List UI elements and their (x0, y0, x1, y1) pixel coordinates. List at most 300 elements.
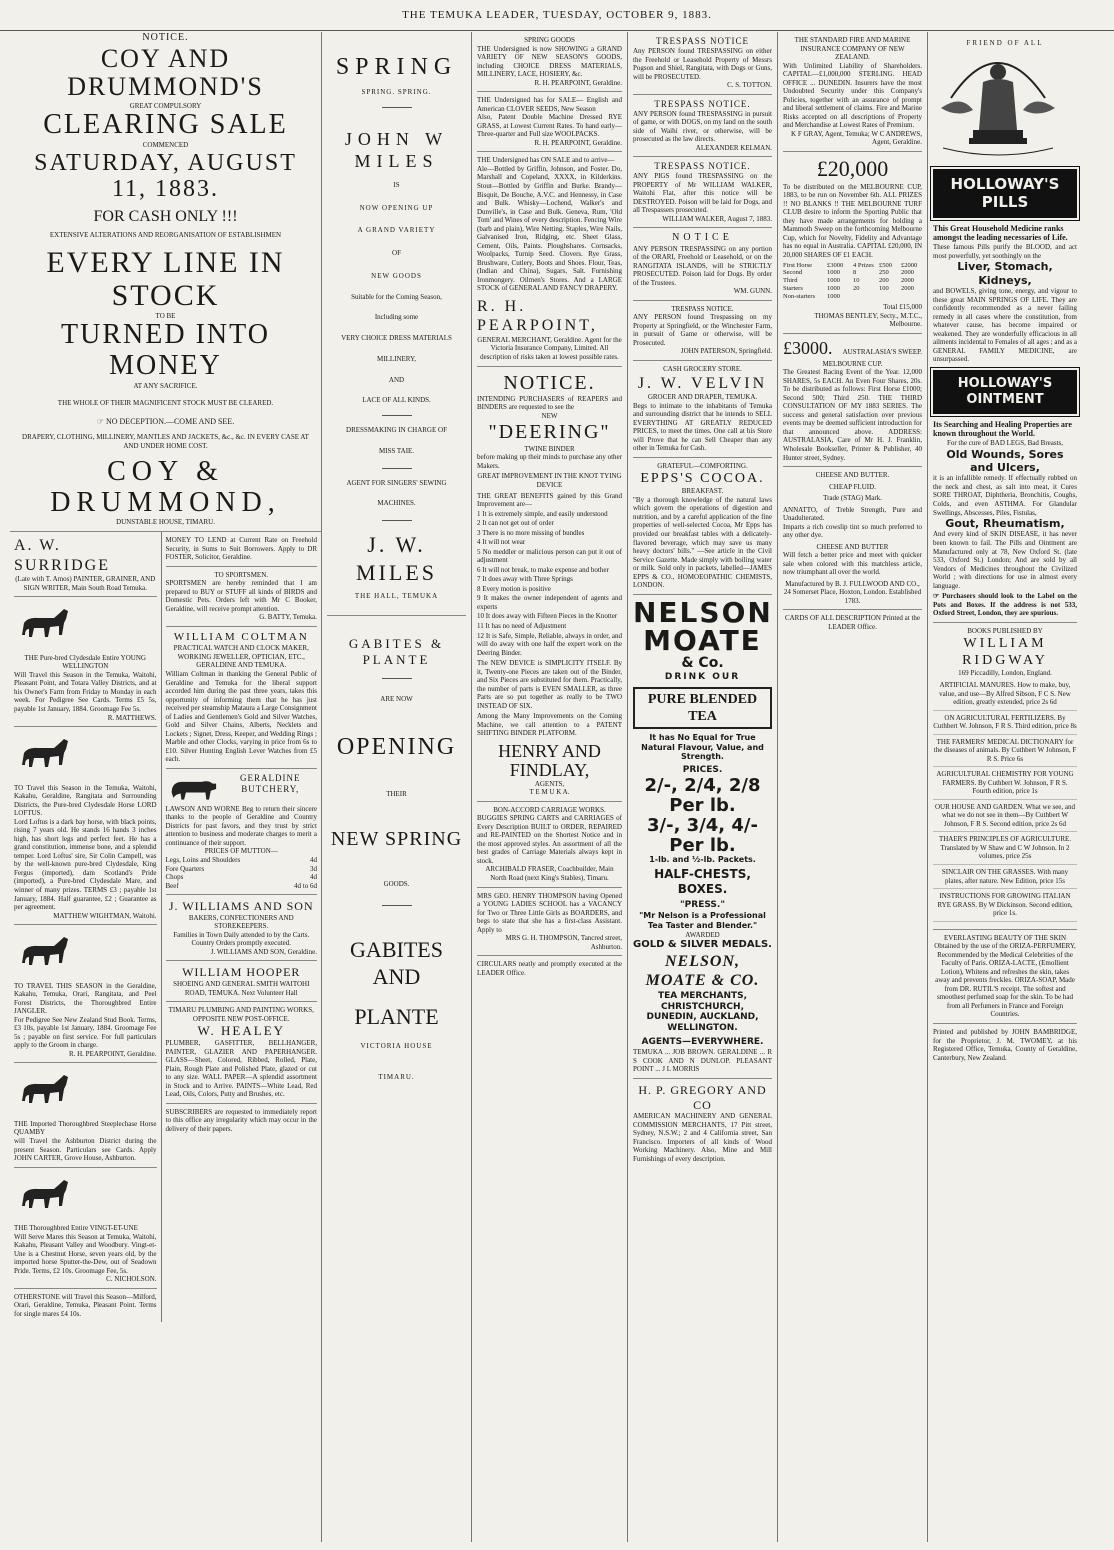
horse1-body: Will Travel this Season in the Temuka, Waitohi, Pleasant Point, and Totara Valley Districts, and at his Owner's Farm from Friday to Monday in each week. For Pedigree See Cards. Terms £5 5s, payable 1st January, 1884. Groomage Fee 5s. (14, 670, 157, 714)
prize-cell: 20 (853, 285, 860, 293)
pointing-hand-icon: ☞ (933, 592, 943, 601)
press-quote: "Mr Nelson is a Professional Tea Taster and Blender." (639, 911, 766, 931)
trade-mark: Trade (STAG) Mark. (823, 494, 882, 503)
pearpoint-subtitle: GENERAL MERCHANT, Geraldine. Agent for the Victoria Insurance Company, Limited. All description of risks taken at lowest possible rates. (477, 335, 622, 361)
holloway-pills-banner: HOLLOWAY'S PILLS (933, 169, 1077, 218)
column-1b (162, 532, 321, 1322)
prize-cell: £2000 (901, 261, 918, 269)
mutton-price-list (166, 856, 317, 882)
no-deception (14, 417, 317, 427)
gregory-body: AMERICAN MACHINERY AND GENERAL COMMISSION MERCHANTS, 17 Pitt street, Sydney, N.S.W.; 2 and 4 California street, San Francisco. Importers of all kinds of Wood Working Machinery. Also, Mine and Mill Furnishings of every description. (633, 1112, 772, 1163)
deering-device: The NEW DEVICE is SIMPLICITY ITSELF. By it, Twenty-one Pieces are taken out of the Binder, and Six Pieces are substituted for them. Practically, the number of parts is EVEN SMALLER, as three Parts are so put together as really to be TWO INSTEAD OF SIX. (477, 659, 622, 710)
deering-twine: TWINE BINDER (524, 444, 575, 453)
miles-opening: NOW OPENING UP (359, 203, 434, 212)
annatto-body: Imparts a rich cowslip tint so much preferred to any other dye. (783, 522, 922, 540)
ridgway-books-ad (933, 623, 1077, 930)
mutton-price-row (166, 856, 317, 865)
medals: GOLD & SILVER MEDALS. (633, 939, 772, 951)
pearpoint-signature-1: R. H. PEARPOINT, Geraldine. (534, 78, 622, 87)
coy-signature: COY & DRUMMOND, (50, 455, 281, 518)
purchasers-note (933, 592, 1077, 618)
coltman-body: William Coltman in thanking the General Public of Geraldine and Temuka for the liberal support accorded him during the past three years, takes this opportunity of informing them that he has just received per steamship Mataura a Large Consignment of Ladies and Gentlemen's Gold and Silver Watches, Gold and Silver Chains, Alberts, Necklets and Lockets ; Signet, Dress, Keeper, and Wedding Rings ; Marble and other Clocks, varying in price from 6s to £10. Silver Hunting English Lever Watches from £5 each. (165, 669, 317, 764)
masthead: THE TEMUKA LEADER, TUESDAY, OCTOBER 9, 1883. (0, 0, 1114, 31)
bon-accord-heading: BON-ACCORD CARRIAGE WORKS. (493, 805, 606, 814)
gregory-name: H. P. GREGORY AND CO (638, 1082, 767, 1112)
drink-our: DRINK OUR (664, 671, 741, 682)
trespass-4-body: ANY PERSON found Trespassing on my Property at Springfield, or the Winchester Farm, in pursuit of Game or otherwise, will be Prosecuted. (633, 313, 772, 347)
horse3-body: For Pedigree See New Zealand Stud Book. Terms, £3 10s, payable 1st January, 1884. Groomage Fee 5s ; payable on first service. For full particulars apply to the Groom in charge. (14, 1015, 157, 1050)
prize-cell: 100 (879, 285, 889, 293)
miles-hall: THE HALL, TEMUKA (354, 592, 439, 600)
dunedin-auckland: DUNEDIN, AUCKLAND, (646, 1012, 759, 1023)
friend-of-all-text: FRIEND OF ALL (966, 38, 1044, 47)
half-chests: HALF-CHESTS, BOXES. (654, 867, 751, 896)
prize-cell: £500 (879, 261, 892, 269)
healey-ad (166, 1002, 317, 1104)
epps-grateful: GRATEFUL—COMFORTING. (657, 461, 748, 470)
trespass-1 (633, 32, 772, 95)
prize-cell: Third (783, 277, 798, 285)
extensive-alterations: EXTENSIVE ALTERATIONS AND REORGANISATION OF ESTABLISHMEN (49, 230, 282, 239)
prize-cell: 1000 (827, 293, 840, 301)
clearing-sale: CLEARING SALE (43, 109, 288, 141)
williams-name: J. WILLIAMS AND SON (168, 899, 314, 914)
trespass-1-body: Any PERSON found TRESPASSING on either the Freehold or Leasehold Property of Messrs Pogson and Shiel, Rangitata, with Dogs or Guns, will be PROSECUTED. (633, 46, 772, 81)
old-wounds-line: Old Wounds, Sores and Ulcers, (946, 447, 1064, 474)
spring-goods-ad (477, 32, 622, 92)
prize-cell (853, 293, 879, 301)
standard-body: With Unlimited Liability of Shareholders. CAPITAL—£1,000,000 STERLING. HEAD OFFICE ... DUNEDIN. Insurers have the most Undoubted Security under this Company's Policies, together with an assurance of prompt and liberal settlement of claims. Fire and Marine Risks accepted on all descriptions of Property and Merchandise at Lowest Rates of Premium. (783, 61, 922, 130)
prize-cell (879, 293, 901, 301)
book-entry: ARTIFICIAL MANURES. How to make, buy, value, and use—By Alfred Sibson, F C S. New edition, greatly extended, price 2s 6d (933, 681, 1077, 711)
miles-name: JOHN W MILES (344, 128, 449, 172)
deering-agents: AGENTS, (534, 779, 565, 788)
standard-signature: K F GRAY, Agent, Temuka; W C ANDREWS, Agent, Geraldine. (791, 129, 922, 147)
otherstone-body: OTHERSTONE will Travel this Season—Milford, Orari, Geraldine, Temuka, Pleasant Point. Terms for single mares £4 10s. (14, 1292, 157, 1318)
deering-temuka: T E M U K A. (529, 788, 570, 797)
miles-millinery: MILLINERY, (377, 354, 416, 363)
nelson-word: NELSON (633, 595, 773, 629)
any-sacrifice: AT ANY SACRIFICE. (133, 381, 198, 390)
sportsmen-body: SPORTSMEN are hereby reminded that I am prepared to BUY or STUFF all kinds of BIRDS and Domestic Pets. Orders left with Mr C Booker, Geraldine, will receive prompt attention. (165, 579, 317, 613)
mutton-price: 4d (310, 873, 317, 882)
drapery-line: DRAPERY, CLOTHING, MILLINERY, MANTLES AND JACKETS, &c., &c. IN EVERY CASE AT AND UNDER HOME COST. (22, 433, 309, 451)
cheese-body: Will fetch a better price and meet with quicker sale when colored with this matchless article, now triumphant all over the world. (783, 551, 922, 577)
jangler-ad (14, 925, 157, 1063)
book-entry: AGRICULTURAL CHEMISTRY FOR YOUNG FARMERS. By Cuthbert W. Johnson, F R S. Fourth edition, price 1s (933, 770, 1077, 800)
cheese-heading-1: CHEESE AND BUTTER. (815, 471, 890, 480)
pills-body-2: and BOWELS, giving tone, energy, and vigour to these great MAIN SPRINGS OF LIFE. They are confidently recommended as a never failing remedy in all cases where the constitution, from whatever cause, has become impaired or weakened. They are wonderfully efficacious in all ailments incidental to Females of all ages ; and as a GENERAL FAMILY MEDICINE, are unsurpassed. (933, 287, 1077, 364)
deering-benefit-item: 6 It will not break, to make expense and bother (477, 565, 609, 574)
horse-icon (14, 735, 74, 777)
ridgway-name: WILLIAM RIDGWAY (962, 636, 1048, 669)
cash-only: FOR CASH ONLY !!! (93, 207, 238, 225)
coltman-name: WILLIAM COLTMAN (173, 630, 309, 643)
ointment-for: For the cure of BAD LEGS, Bad Breasts, (946, 439, 1064, 448)
price-line-1: 2/-, 2/4, 2/8 Per lb. (644, 775, 761, 816)
thompson-signature: MRS G. H. THOMPSON, Tancred street, Ashburton. (505, 934, 622, 951)
pearpoint-big-name: R. H. PEARPOINT, (477, 297, 598, 335)
horse2-title: TO Travel this Season in the Temuka, Waitohi, Kakahu, Geraldine, Rangitata and Surrounding Districts, the Pure-bred Clydesdale Horse LORD LOFTUS. (14, 783, 157, 818)
lord-loftus-ad (14, 727, 157, 925)
nelson-moate-ad (633, 595, 772, 1079)
trespass-1-signature: C. S. TOTTON. (727, 81, 772, 90)
christchurch: CHRISTCHURCH, (661, 1001, 744, 1012)
williams-signature: J. WILLIAMS AND SON, Geraldine. (210, 947, 317, 956)
horse-icon (14, 605, 74, 647)
moate-word: MOATE (643, 623, 762, 657)
prize-cell: 2000 (901, 285, 914, 293)
orari-notice-heading: NOTICE (672, 232, 733, 244)
gabites-ad (327, 615, 466, 1082)
every-line: EVERY LINE IN STOCK (46, 245, 285, 312)
beauty-body: Obtained by the use of the ORIZA-PERFUMERY, Recommended by the Medical Celebrities of the Faculty of Paris. ORIZA-LACTE, (Emollient Lotion), Whitens and refreshes the skin, takes away and prevents freckles. ORIZA-SOAP, Made from DR. RUTIL'S receipt. The softest and smoothest perfumed soap for the skin. To be had from all Perfumers in France and Foreign Countries. (934, 942, 1076, 1019)
trespass-3 (633, 157, 772, 228)
beef-row (166, 882, 317, 891)
prize-cell: 10 (853, 277, 860, 285)
miles-variety: A GRAND VARIETY (357, 226, 436, 235)
deering-benefit-item: 2 It can not get out of order (477, 519, 554, 528)
gp-new-spring: NEW SPRING (330, 827, 463, 850)
deering-benefit-item: 8 Every motion is positive (477, 584, 551, 593)
mutton-cut: Chops (165, 873, 184, 882)
tea-merchants: TEA MERCHANTS, (657, 990, 748, 1001)
horse-icon (14, 933, 74, 975)
mutton-price-row (166, 873, 317, 882)
sweep-body: The Greatest Racing Event of the Year. 12,000 SHARES, 5s EACH. An Even Four Shares, 20s. To be distributed as follows: First Horse £1000; Second 500; Third 250. THE THIRD CONSULTATION OF MY 1883 SERIES. The success and general satisfaction over previous events may be deemed sufficient introduction for that announced above. ADDRESS: AUSTRALASIA, Care of Mr H. J. Franklin, Wholesale Bookseller, Printer & Publisher, 40 Hunter street, Sydney. (783, 368, 922, 462)
miles-ad (327, 32, 466, 601)
separator (382, 468, 412, 469)
sportsmen-heading: TO SPORTSMEN. (214, 570, 269, 579)
bon-accord-ad (477, 802, 622, 888)
prize-cell: 1000 (827, 285, 840, 293)
coltman-subtitle: PRACTICAL WATCH AND CLOCK MAKER, WORKING JEWELLER, OPTICIAN, ETC., GERALDINE AND TEMUKA. (173, 644, 309, 670)
epps-breakfast: BREAKFAST. (681, 487, 724, 496)
williams-body: Families in Town Daily attended to by the Carts. Country Orders promptly executed. (173, 930, 310, 948)
mutton-price: 4d (310, 856, 317, 865)
deering-benefit-item: 1 It is extremely simple, and easily understood (477, 509, 608, 518)
trespass-4 (633, 301, 772, 361)
book-entry: THE FARMERS' MEDICAL DICTIONARY for the diseases of animals. By Cuthbert W Johnson, F R S. Price 6s (933, 738, 1077, 768)
no-equal: It has No Equal for True Natural Flavour, Value, and Strength. (641, 732, 764, 762)
jw-miles-signature: J. W. MILES (356, 532, 437, 585)
holloway-ad (933, 32, 1077, 623)
friend-of-all-emblem-icon (933, 38, 1063, 168)
wellington: WELLINGTON. (667, 1023, 738, 1034)
gp-their: THEIR (386, 790, 407, 798)
velvin-body: Begs to intimate to the inhabitants of Temuka and surrounding district that he intends to SELL EVERYTHING AT GREATLY REDUCED PRICES, to meet the times. One call at his Store will Prove that he can Sell Cheaper than any other in Temuka for Cash. (633, 401, 772, 453)
trespass-1-heading: TRESPASS NOTICE (656, 36, 749, 46)
orari-notice (633, 228, 772, 300)
gp-victoria: VICTORIA HOUSE (360, 1042, 433, 1050)
column-1-subcolumns (10, 532, 321, 1322)
horse-icon (14, 1071, 74, 1113)
butchery-body: LAWSON AND WORNE Beg to return their sincere thanks to the people of Geraldine and Country Districts for past favors, and they trust by strict attention to business and moderate charges to merit a continuance of their support. (165, 804, 317, 847)
deering-benefit-list (477, 510, 622, 658)
deering-benefit-item: 5 No meddler or malicious person can put it out of adjustment (477, 547, 622, 565)
horse5-title: THE Thoroughbred Entire VINGT-ET-UNE (14, 1224, 138, 1233)
prize-cell: Second (783, 269, 803, 277)
book-list (933, 681, 1077, 922)
separator (382, 415, 412, 416)
dunstable-house: DUNSTABLE HOUSE, TIMARU. (116, 518, 215, 527)
miles-miss-taie: MISS TAIE. (378, 446, 415, 455)
deering-ad (477, 367, 622, 802)
circulars-ad (477, 956, 622, 981)
prize-cell: £3000 (827, 261, 844, 269)
spring-goods-heading: SPRING GOODS (524, 36, 575, 44)
hooper-subtitle: SHOEING AND GENERAL SMITH WAITOHI ROAD, TEMUKA. Next Volunteer Hall (173, 980, 310, 997)
whole-stock: THE WHOLE OF THEIR MAGNIFICENT STOCK MUST BE CLEARED. (57, 398, 274, 407)
trespass-3-signature: WILLIAM WALKER, August 7, 1883. (662, 214, 772, 223)
three-thousand: £3000. (783, 337, 833, 358)
thompson-body: MRS GEO. HENRY THOMPSON having Opened a YOUNG LADIES SCHOOL has a VACANCY for Two or Three Little Girls as BOARDERS, and begs to state that she has a first-class Assistant. Apply to (477, 891, 622, 934)
beauty-heading: EVERLASTING BEAUTY OF THE SKIN (943, 933, 1067, 942)
hooper-ad (166, 961, 317, 1002)
horse3-signature: R. H. PEARPOINT, Geraldine. (68, 1049, 157, 1058)
seeds-body: Also, Patent Double Machine Dressed RYE GRASS, at Lowest Current Rates. To hand early— Three-quarter and Full size WOOLPACKS. (477, 113, 622, 139)
stock-heading: THE Undersigned has ON SALE and to arrive— (477, 156, 615, 165)
miles-dressmaking: DRESSMAKING IN CHARGE OF (346, 426, 447, 434)
healey-name: W. HEALEY (197, 1023, 286, 1039)
newspaper-page (10, 32, 1108, 1542)
trespass-4-signature: JOHN PATERSON, Springfield. (680, 347, 772, 356)
seeds-sale-ad (477, 92, 622, 152)
book-entry: OUR HOUSE AND GARDEN. What we see, and what we do not see in them—By Cuthbert W Johnson, F R S. Second edition, price 2s 6d (933, 803, 1077, 833)
surridge-ad (14, 532, 157, 597)
trespass-3-heading: TRESPASS NOTICE. (654, 161, 751, 172)
deering-benefits: THE GREAT BENEFITS gained by this Grand Improvement are— (477, 491, 622, 509)
prize-row (783, 269, 922, 277)
book-entry: ON AGRICULTURAL FERTILIZERS. By Cuthbert W. Johnson, F R S. Third edition, price 8s (933, 714, 1077, 735)
prize-row (783, 293, 922, 301)
circulars-body: CIRCULARS neatly and promptly executed at the LEADER Office. (477, 960, 622, 977)
surridge-body: (Late with T. Amos) PAINTER, GRAINER, AND SIGN WRITER, Main South Road Temuka. (15, 575, 156, 592)
deering-benefit-item: 3 There is no more missing of bundles (477, 528, 585, 537)
miles-and: AND (388, 375, 405, 384)
gp-are-now: ARE NOW (380, 695, 413, 704)
imprint-text: Printed and published by JOHN BAMBRIDGE, for the Proprietor, J. M. TWOMEY, at his Registered Office, Temuka, County of Geraldine, Canterbury, New Zealand. (933, 1027, 1077, 1062)
miles-new-goods: NEW GOODS (371, 271, 422, 280)
deering-new: NEW (541, 411, 558, 420)
deering-among: Among the Many Improvements on the Coming Machine, we call attention to a PATENT SHIFTING BINDER PLATFORM. (477, 712, 622, 738)
gp-gabites: GABITES AND (350, 936, 443, 989)
agents-list: TEMUKA ... JOB BROWN. GERALDINE ... R S COOK AND N DUNLOP. PLEASANT POINT ... J L MORRIS (633, 1048, 772, 1074)
prize-cell: 2000 (901, 277, 914, 285)
coltman-ad (166, 627, 317, 769)
butchery-ad (166, 769, 317, 895)
miles-of: OF (392, 249, 401, 257)
mutton-cut: Legs, Loins and Shoulders (165, 856, 241, 865)
pearpoint-signature-2: R. H. PEARPOINT, Geraldine. (534, 138, 622, 147)
surridge-name: A. W. SURRIDGE (14, 537, 111, 574)
horse5-signature: C. NICHOLSON. (106, 1275, 157, 1284)
prize-cell: First Horse (783, 261, 813, 269)
beef-label: Beef (165, 881, 179, 890)
deering-benefit-item: 12 It is Safe, Simple, Reliable, always in order, and will do away with one half the expert work on the Deering Binder. (477, 631, 622, 657)
henry-findlay: HENRY AND FINDLAY, (498, 740, 601, 780)
quamby-ad (14, 1063, 157, 1167)
horse2-signature: MATTHEW WIGHTMAN, Waitohi. (53, 911, 157, 920)
standard-insurance-ad (783, 32, 922, 152)
book-entry: SINCLAIR ON THE GRASSES. With many plates, after nature. New Edition, price 15s (933, 868, 1077, 889)
prize-cell: 4 Prizes (853, 261, 874, 269)
seeds-heading: THE Undersigned has for SALE— English and American CLOVER SEEDS, New Season (477, 96, 622, 113)
prize-cell: 1000 (827, 277, 840, 285)
prize-cell: 8 (853, 269, 857, 277)
horse-icon (14, 1176, 74, 1218)
deering-improvement: GREAT IMPROVEMENT IN THE KNOT TYING DEVICE (477, 472, 622, 489)
miles-agent: AGENT FOR SINGERS' SEWING (346, 478, 447, 487)
orari-notice-body: ANY PERSON TRESPASSING on any portion of the ORARI, Freehold or Leasehold, or on the RANGITATA ISLANDS, will be STRICTLY PROSECUTED. Poison laid for Dogs. By order of the Trustees. (633, 244, 772, 287)
agents-everywhere: AGENTS—EVERYWHERE. (641, 1037, 764, 1048)
mutton-price: 3d (310, 864, 317, 873)
trespass-2-signature: ALEXANDER KELMAN. (695, 143, 772, 152)
bull-icon (166, 773, 220, 805)
prices-heading: PRICES. (682, 765, 723, 776)
gp-opening: OPENING (336, 734, 457, 760)
melbourne-cup-ad (783, 152, 922, 334)
vingt-et-une-ad (14, 1168, 157, 1289)
cash-grocery-heading: CASH GROCERY STORE. (663, 364, 742, 373)
deering-before: before making up their minds to purchase any other Makers. (477, 453, 622, 470)
prize-cell: 250 (879, 269, 889, 277)
to-be: TO BE (155, 311, 176, 320)
mutton-heading: PRICES OF MUTTON— (204, 847, 278, 856)
money-body: MONEY TO LEND at Current Rate on Freehold Security, in Sums to Suit Borrowers. Apply to DR FOSTER, Solicitor, Geraldine. (165, 536, 317, 562)
coy-title: COY AND DRUMMOND'S (67, 43, 264, 102)
books-heading: BOOKS PUBLISHED BY (967, 626, 1043, 635)
horse1-title: THE Pure-bred Clydesdale Entire YOUNG WELLINGTON (24, 653, 146, 671)
mutton-cut: Fore Quarters (165, 864, 205, 873)
holloway-ointment-banner: HOLLOWAY'S OINTMENT (933, 370, 1077, 414)
prize-total: Total £15,000 (883, 303, 922, 312)
trespass-3-body: ANY PIGS found TRESPASSING on the PROPERTY of Mr WILLIAM WALKER, Waitohi Flat, after this notice will be DESTROYED. Poison will be laid for Dogs, and all Trespassers prosecuted. (633, 172, 772, 215)
velvin-subtitle: GROCER AND DRAPER, TEMUKA. (647, 393, 758, 402)
prize-cell: 200 (879, 277, 889, 285)
price-line-2: 3/-, 3/4, 4/- Per lb. (647, 814, 758, 856)
miles-dress: VERY CHOICE DRESS MATERIALS (341, 334, 452, 342)
column-3 (322, 32, 472, 1542)
standard-heading: THE STANDARD FIRE AND MARINE INSURANCE COMPANY OF NEW ZEALAND. (794, 36, 911, 62)
column-1a (10, 532, 162, 1322)
separator (382, 905, 412, 906)
trespass-2-heading: TRESPASS NOTICE. (654, 98, 751, 109)
beef-price: 4d to 6d (294, 881, 317, 890)
bon-accord-signature: ARCHIBALD FRASER, Coachbuilder, Main North Road (next King's Stables), Timaru. (485, 865, 614, 882)
column-1 (10, 32, 322, 1542)
cards-ad (783, 610, 922, 635)
epps-ad (633, 458, 772, 595)
column-5 (628, 32, 778, 1542)
plumbing-heading: TIMARU PLUMBING AND PAINTING WORKS, OPPOSITE NEW POST-OFFICE. (168, 1006, 314, 1023)
pills-body: These famous Pills purify the BLOOD, and act most powerfully, yet soothingly on the (933, 243, 1077, 260)
spring-subtitle: SPRING. SPRING. (361, 88, 432, 96)
deering-notice: NOTICE. (503, 371, 596, 394)
healey-body: PLUMBER, GASFITTER, BELLHANGER, PAINTER, GLAZIER AND PAPERHANGER. GLASS—Sheet, Colored, Ribbed, Rolled, Plate, Plain, Rough Plate and Polished Plate, glazed or cut to any size. WALL PAPER—A splendid assortment in Stock and to Arrive. PAINTS—White Lead, Red Lead, Oils, Colors, Putty and Brushes, etc. (165, 1039, 317, 1099)
trespass-2-body: ANY PERSON found TRESPASSING in pursuit of game, or with DOGS, on my land on the south side of Waihi river, or otherwise, will be prosecuted as the law directs. (633, 109, 772, 144)
deering-benefit-item: 11 It has no need of Adjustment (477, 621, 567, 630)
horse2-body: Lord Loftus is a dark bay horse, with black points, rising 7 years old. He stands 16 hands 3 inches high, has short legs and perfect feet. He has a grand constitution, immense bone, and a splendid temper. Lord Loftus' sire, Sir Colin Campell, was by the well-known pure-bred Clydesdale, King Fergus (imported), dam Scotland's Pride (imported), a Pure-bred Clydesdale Mare, and winner of many prizes. TERMS £3 ; payable 1st January, 1884. Half guarantee, £2 ; Guarantee as per agreement. (14, 817, 157, 912)
turned-into-money: TURNED INTO MONEY (61, 319, 270, 382)
separator (382, 107, 412, 108)
gp-plante: PLANTE (354, 1003, 439, 1029)
separator (382, 678, 412, 679)
no-deception-text: NO DECEPTION.—COME AND SEE. (105, 417, 235, 427)
velvin-ad (633, 361, 772, 458)
separator (382, 520, 412, 521)
cup-body: To be distributed on the MELBOURNE CUP, 1883, to be run on November 6th. ALL PRIZES !! NO BLANKS !! THE MELBOURNE TURF CLUB desire to inform the Sporting Public that they have made arrangements for holding a Mammoth Sweep on the forthcoming Melbourne Cup, which for Novelty, Fidelity and Advantage has no equal in Australia. CAPITAL £20,000, IN 20,000 SHARES OF £1 EACH. (783, 182, 922, 259)
horse3-title: TO TRAVEL THIS SEASON in the Geraldine, Kakahu, Temuka, Orari, Rangitata, and Peel Forest Districts, the Thoroughbred Entire JANGLER. (14, 981, 157, 1016)
pills-heading: This Great Household Medicine ranks amongst the leading necessaries of Life. (933, 223, 1068, 243)
horse5-body: Will Serve Mares this Season at Temuka, Waitohi, Kakahu, Pleasant Valley and Woodbury. Vingt-et-Une is a Chestnut Horse, seven years old, by the imported horse Sputter-the-Dew, out of Seadown Pride. Terms, £2 10s. Groomage Fee, 5s. (14, 1232, 157, 1275)
gregory-ad (633, 1079, 772, 1167)
column-7 (928, 32, 1082, 1542)
imprint (933, 1024, 1077, 1066)
ointment-body-2: And every kind of SKIN DISEASE, it has never been known to fail. The Pills and Ointment are Manufactured only at 78, New Oxford St. (late 533, Oxford St.) London; And are sold by all Vendors of Medicines throughout the Civilized World ; with directions for use in almost every language. (933, 530, 1077, 590)
melb-cup-title: MELBOURNE CUP. (822, 359, 883, 368)
gp-name: GABITES & PLANTE (348, 635, 445, 667)
williams-ad (166, 895, 317, 961)
column-4 (472, 32, 628, 1542)
trespass-2 (633, 95, 772, 158)
awarded: AWARDED (685, 930, 720, 939)
liver-line: Liver, Stomach, Kidneys, (957, 260, 1053, 287)
miles-is: IS (393, 180, 400, 189)
money-to-lend-ad (166, 532, 317, 567)
cards-body: CARDS OF ALL DESCRIPTION Printed at the LEADER Office. (784, 614, 921, 632)
otherstone-ad (14, 1289, 157, 1323)
australasia-title: AUSTRALASIA'S SWEEP. (842, 347, 922, 356)
horse1-signature: R. MATTHEWS. (107, 713, 157, 722)
prize-cell: Starters (783, 285, 803, 293)
gout-line: Gout, Rheumatism, (945, 517, 1065, 531)
miles-machines: MACHINES. (377, 499, 416, 508)
sale-date: SATURDAY, AUGUST 11, 1883. (34, 149, 297, 203)
column-6 (778, 32, 928, 1542)
prize-cell (901, 293, 925, 301)
ointment-heading: Its Searching and Healing Properties are known throughout the World. (933, 419, 1072, 439)
book-entry: THAER'S PRINCIPLES OF AGRICULTURE. Translated by W Shaw and C W Johnson. In 2 volumes, price 25s (933, 835, 1077, 865)
miles-lace: LACE OF ALL KINDS. (362, 396, 431, 405)
prize-cell: 2000 (901, 269, 914, 277)
spring-title: SPRING (335, 54, 458, 80)
velvin-name: J. W. VELVIN (637, 374, 768, 392)
deering-title: "DEERING" (488, 421, 611, 444)
pure-blended-banner: PURE BLENDED TEA (633, 687, 772, 729)
gp-timaru: TIMARU. (378, 1072, 415, 1081)
horse4-title: THE Imported Thoroughbred Steeplechase Horse QUAMBY (14, 1119, 157, 1137)
prize-cell: 1000 (827, 269, 840, 277)
australasia-sweep-ad (783, 334, 922, 467)
deering-benefit-item: 4 It will not wear (477, 538, 526, 547)
notice-heading: NOTICE. (142, 32, 189, 43)
gp-goods: GOODS. (383, 879, 410, 888)
nelson-moate-logo: NELSON, MOATE & CO. (645, 952, 760, 990)
horse4-body: will Travel the Ashburton District during the present Season. Particulars see Cards. Apply JOHN CARTER, Grove House, Ashburton. (14, 1137, 157, 1163)
miles-suitable: Suitable for the Coming Season, (351, 292, 442, 301)
cheese-heading-2: CHEESE AND BUTTER (816, 542, 889, 551)
trespass-4-heading: TRESPASS NOTICE. (671, 304, 734, 313)
williams-subtitle: BAKERS, CONFECTIONERS AND STOREKEEPERS. (188, 913, 294, 931)
cheap-fluid: CHEAP FLUID. (829, 482, 876, 491)
sportsmen-ad (166, 567, 317, 627)
press-heading: "PRESS." (679, 900, 726, 911)
pointing-hand-icon: ☞ (96, 417, 106, 427)
subscribers-body: SUBSCRIBERS are requested to immediately report to this office any irregularity which may occur in the delivery of their papers. (165, 1107, 317, 1133)
prize-row (783, 262, 922, 270)
annatto-ad (783, 467, 922, 610)
